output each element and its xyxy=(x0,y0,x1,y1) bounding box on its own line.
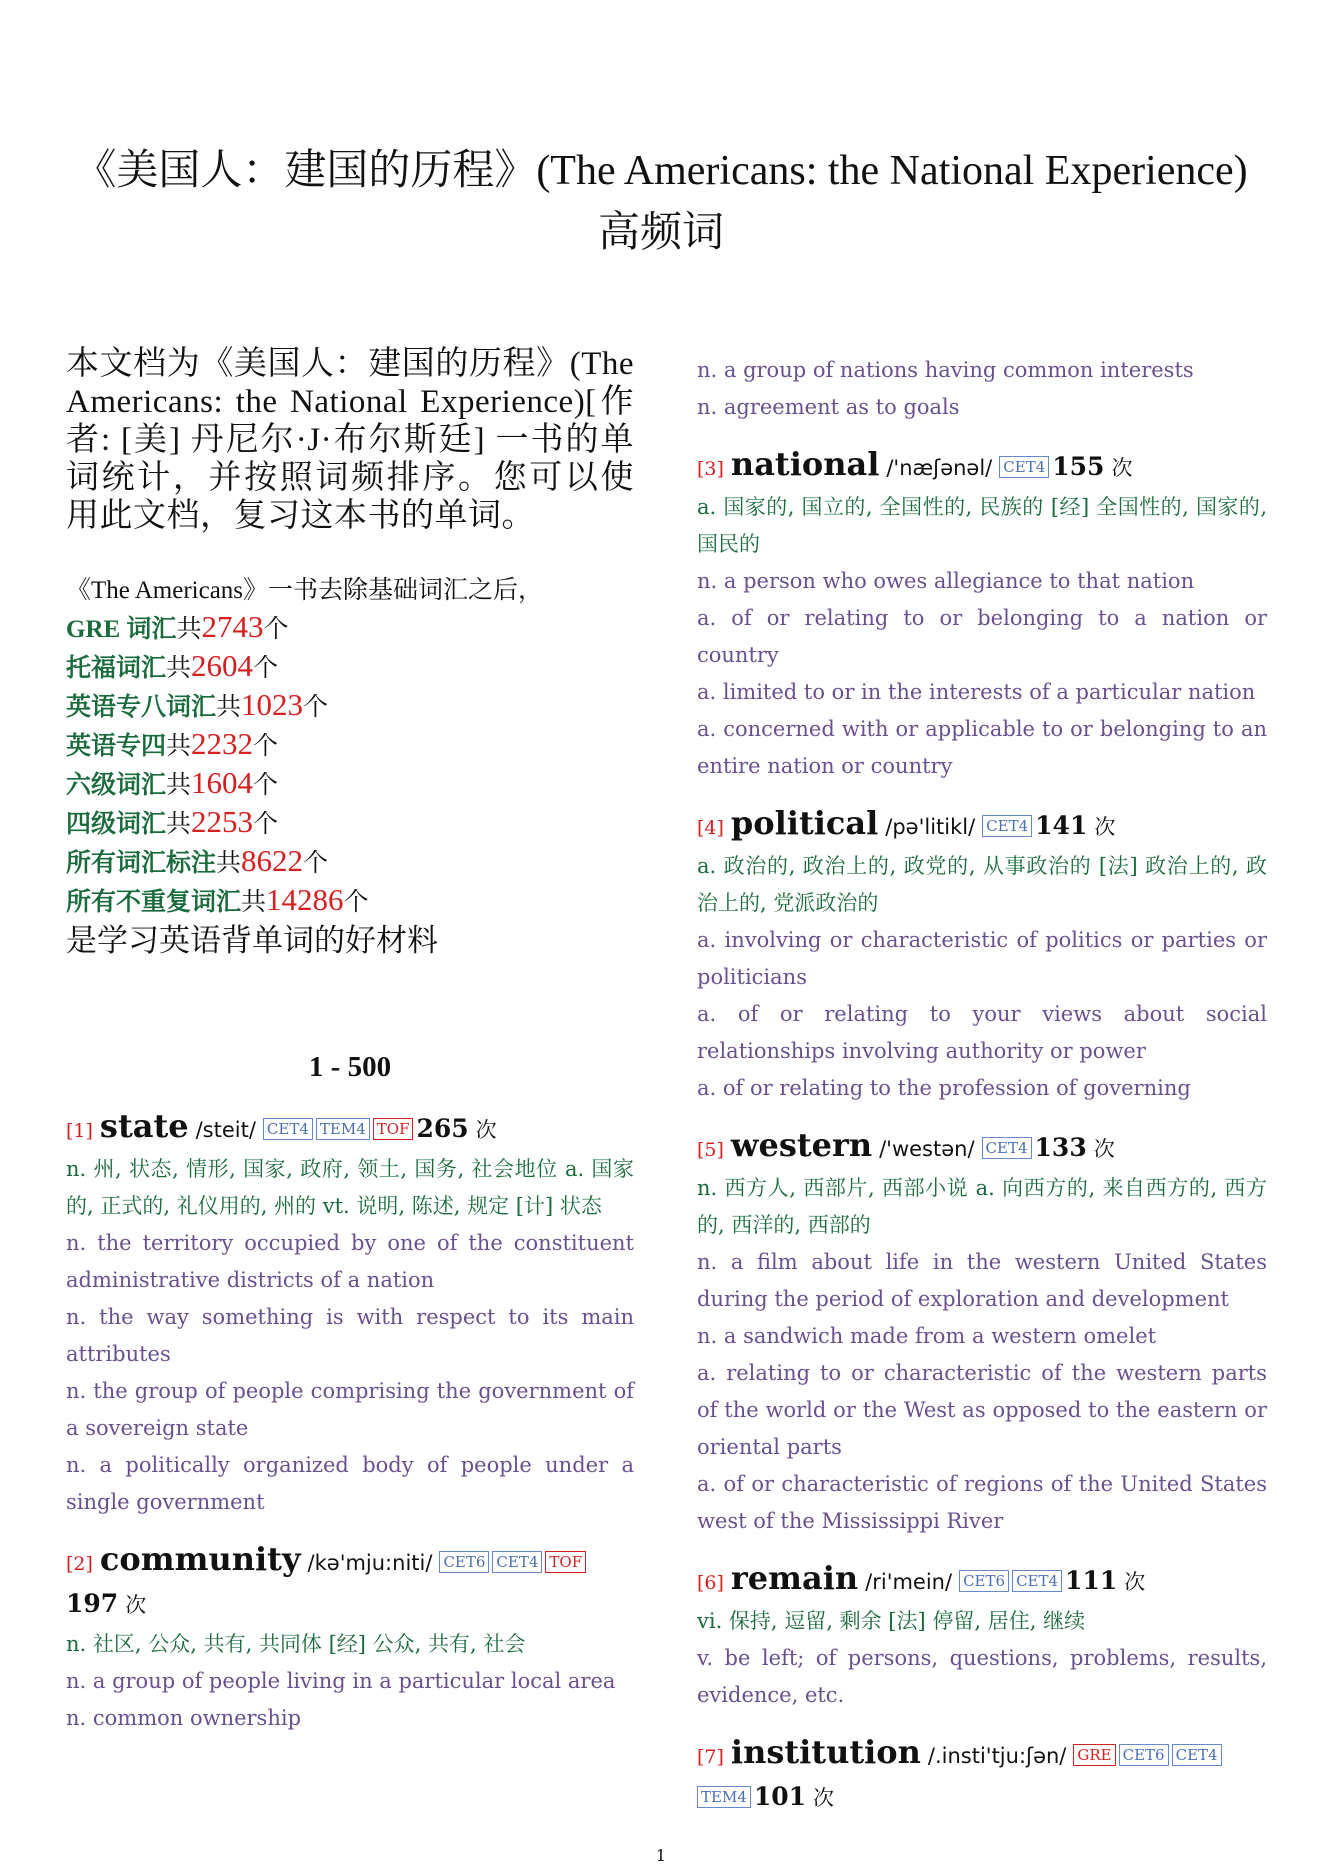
word-entry xyxy=(697,1732,1267,1819)
stat-line xyxy=(66,648,634,687)
entry-phonetic: /'westən/ xyxy=(879,1137,975,1161)
stat-mid: 共 xyxy=(216,694,242,721)
definition-en: n. a group of people living in a particular local area xyxy=(66,1669,616,1693)
stat-line xyxy=(66,882,634,921)
entry-index: [2] xyxy=(66,1553,93,1575)
stat-mid: 共 xyxy=(166,733,192,760)
entry-word: political xyxy=(730,804,879,842)
exam-tag: CET4 xyxy=(1012,1570,1062,1592)
word-entry xyxy=(697,444,1267,785)
intro-paragraph: 本文档为《美国人：建国的历程》(The Americans: the National Experience)[作者: [美] 丹尼尔·J·布尔斯廷] 一书的单词统计，并按照词频排序。您可以使用此文档，复习这本书的单词。 xyxy=(66,346,634,534)
definition-cn: n. 社区, 公众, 共有, 共同体 [经] 公众, 共有, 社会 xyxy=(66,1632,526,1656)
stat-mid: 共 xyxy=(166,772,192,799)
entry-word: western xyxy=(730,1126,873,1164)
stat-line xyxy=(66,804,634,843)
stat-label: 英语专八词汇 xyxy=(66,694,217,721)
entry-times: 次 xyxy=(125,1593,147,1617)
stat-number: 1604 xyxy=(191,765,254,800)
entry-times: 次 xyxy=(1094,815,1116,839)
title-line-1: 《美国人：建国的历程》(The Americans: the National Experience) xyxy=(74,148,1248,194)
stat-number: 2604 xyxy=(191,648,254,683)
stat-number: 2743 xyxy=(201,609,264,644)
definition-cn: a. 政治的, 政治上的, 政党的, 从事政治的 [法] 政治上的, 政治上的, 党派政治的 xyxy=(697,854,1267,915)
exam-tag: CET4 xyxy=(263,1118,313,1140)
definition-en: a. concerned with or applicable to or belonging to an entire nation or country xyxy=(697,717,1267,778)
entry-times: 次 xyxy=(813,1786,835,1810)
right-column xyxy=(697,352,1267,1837)
title-line-2: 高频词 xyxy=(597,210,724,256)
entry-index: [3] xyxy=(697,458,724,480)
definition-en: v. be left; of persons, questions, problems, results, evidence, etc. xyxy=(697,1646,1267,1707)
stat-unit: 个 xyxy=(263,616,289,643)
entry-word: remain xyxy=(730,1559,859,1597)
stats-block xyxy=(66,573,634,961)
stat-mid: 共 xyxy=(166,811,192,838)
word-entry xyxy=(697,1125,1267,1540)
stat-label: 所有不重复词汇 xyxy=(66,889,242,916)
exam-tag: CET4 xyxy=(999,456,1049,478)
definition-en: n. a film about life in the western United States during the period of exploration and development xyxy=(697,1250,1267,1311)
stat-label: GRE 词汇 xyxy=(66,616,177,643)
entry-phonetic: /.insti'tju:ʃən/ xyxy=(927,1744,1067,1768)
stat-line xyxy=(66,726,634,765)
entry-phonetic: /'næʃənəl/ xyxy=(886,456,993,480)
entry-times: 次 xyxy=(475,1118,497,1142)
entry-index: [1] xyxy=(66,1120,93,1142)
exam-tag: TEM4 xyxy=(316,1118,370,1140)
definition-cn: vi. 保持, 逗留, 剩余 [法] 停留, 居住, 继续 xyxy=(697,1609,1086,1633)
exam-tag: CET6 xyxy=(439,1551,489,1573)
entry-count: 265 xyxy=(416,1114,469,1143)
exam-tag: TOF xyxy=(373,1118,414,1140)
definition-en: a. involving or characteristic of politics or parties or politicians xyxy=(697,928,1267,989)
definition-en: a. of or relating to the profession of governing xyxy=(697,1076,1191,1100)
definition-en: n. a person who owes allegiance to that nation xyxy=(697,569,1195,593)
entry-head xyxy=(697,444,1267,489)
entry-phonetic: /ri'mein/ xyxy=(865,1570,953,1594)
definition-en: a. of or characteristic of regions of the United States west of the Mississippi River xyxy=(697,1472,1267,1533)
stat-number: 14286 xyxy=(266,882,344,917)
exam-tag: TOF xyxy=(545,1551,586,1573)
word-entry xyxy=(697,803,1267,1107)
definition-en: n. the territory occupied by one of the constituent administrative districts of a nation xyxy=(66,1231,634,1292)
word-entry xyxy=(697,1558,1267,1714)
exam-tag: CET4 xyxy=(982,815,1032,837)
entry-index: [4] xyxy=(697,817,724,839)
definition-en: a. of or relating to your views about social relationships involving authority or power xyxy=(697,1002,1267,1063)
entry-count: 101 xyxy=(753,1782,807,1811)
definition-en: n. a sandwich made from a western omelet xyxy=(697,1324,1157,1348)
entry-head xyxy=(697,1125,1267,1170)
stat-label: 六级词汇 xyxy=(66,772,167,799)
stat-unit: 个 xyxy=(303,694,329,721)
definition-en: n. the group of people comprising the government of a sovereign state xyxy=(66,1379,634,1440)
entry-times: 次 xyxy=(1111,456,1133,480)
stat-line xyxy=(66,687,634,726)
stat-label: 所有词汇标注 xyxy=(66,850,217,877)
stat-line xyxy=(66,843,634,882)
stat-number: 2253 xyxy=(191,804,254,839)
stat-label: 英语专四 xyxy=(66,733,167,760)
entry-index: [7] xyxy=(697,1746,724,1768)
entry-phonetic: /steit/ xyxy=(195,1118,256,1142)
exam-tag: CET4 xyxy=(1172,1744,1222,1766)
entry-head xyxy=(697,1732,1267,1819)
entry-times: 次 xyxy=(1124,1570,1146,1594)
stat-number: 1023 xyxy=(241,687,304,722)
stat-unit: 个 xyxy=(343,889,369,916)
stat-mid: 共 xyxy=(216,850,242,877)
stat-unit: 个 xyxy=(253,655,279,682)
definition-cn: n. 州, 状态, 情形, 国家, 政府, 领土, 国务, 社会地位 a. 国家的, 正式的, 礼仪用的, 州的 vt. 说明, 陈述, 规定 [计] 状态 xyxy=(66,1157,634,1218)
entry-word: national xyxy=(730,445,880,483)
exam-tag: CET4 xyxy=(982,1137,1032,1159)
definition-en: n. agreement as to goals xyxy=(697,395,960,419)
entry-phonetic: /kə'mju:niti/ xyxy=(307,1551,433,1575)
stat-number: 8622 xyxy=(241,843,304,878)
entry-phonetic: /pə'litikl/ xyxy=(885,815,976,839)
stat-unit: 个 xyxy=(303,850,329,877)
stats-tail: 是学习英语背单词的好材料 xyxy=(66,923,438,958)
entry-word: community xyxy=(99,1540,301,1578)
definition-cn: a. 国家的, 国立的, 全国性的, 民族的 [经] 全国性的, 国家的, 国民的 xyxy=(697,495,1267,556)
entry-count: 197 xyxy=(66,1589,119,1618)
range-heading: 1 - 500 xyxy=(308,1051,392,1083)
entry-head xyxy=(697,803,1267,848)
entry-head xyxy=(66,1539,634,1626)
entry-times: 次 xyxy=(1093,1137,1115,1161)
stats-lead: 《The Americans》一书去除基础词汇之后， xyxy=(66,577,544,604)
definition-en: n. common ownership xyxy=(66,1706,302,1730)
entry-count: 141 xyxy=(1035,811,1088,840)
stat-line xyxy=(66,765,634,804)
entry-head xyxy=(697,1558,1267,1603)
definition-en: a. of or relating to or belonging to a nation or country xyxy=(697,606,1267,667)
entry-count: 155 xyxy=(1052,452,1105,481)
stat-unit: 个 xyxy=(253,772,279,799)
stat-number: 2232 xyxy=(191,726,254,761)
document-title xyxy=(0,140,1322,264)
stats-list xyxy=(66,609,634,921)
stat-line xyxy=(66,609,634,648)
entry-index: [6] xyxy=(697,1572,724,1594)
stat-mid: 共 xyxy=(241,889,267,916)
stat-mid: 共 xyxy=(166,655,192,682)
stat-label: 四级词汇 xyxy=(66,811,167,838)
entry-count: 133 xyxy=(1034,1133,1087,1162)
entry-word: state xyxy=(99,1107,189,1145)
stat-label: 托福词汇 xyxy=(66,655,167,682)
definition-en: n. a group of nations having common interests xyxy=(697,358,1194,382)
definition-en: n. a politically organized body of people under a single government xyxy=(66,1453,634,1514)
entry-count: 111 xyxy=(1065,1566,1118,1595)
word-entry xyxy=(697,352,1267,426)
definition-en: n. the way something is with respect to its main attributes xyxy=(66,1305,634,1366)
exam-tag: TEM4 xyxy=(697,1786,751,1808)
entries-right xyxy=(697,352,1267,1819)
entries-left xyxy=(66,1106,634,1737)
word-entry xyxy=(66,1539,634,1737)
entry-index: [5] xyxy=(697,1139,724,1161)
entry-word: institution xyxy=(730,1733,921,1771)
stat-unit: 个 xyxy=(253,811,279,838)
stat-unit: 个 xyxy=(253,733,279,760)
definition-en: a. relating to or characteristic of the western parts of the world or the West as opposed to the eastern or oriental parts xyxy=(697,1361,1267,1459)
stat-mid: 共 xyxy=(176,616,202,643)
definition-cn: n. 西方人, 西部片, 西部小说 a. 向西方的, 来自西方的, 西方的, 西洋的, 西部的 xyxy=(697,1176,1267,1237)
exam-tag: GRE xyxy=(1073,1744,1115,1766)
entry-head xyxy=(66,1106,634,1151)
definition-en: a. limited to or in the interests of a particular nation xyxy=(697,680,1256,704)
left-column xyxy=(66,345,634,1755)
word-entry xyxy=(66,1106,634,1521)
exam-tag: CET4 xyxy=(492,1551,542,1573)
page-number: 1 xyxy=(655,1846,667,1865)
exam-tag: CET6 xyxy=(959,1570,1009,1592)
exam-tag: CET6 xyxy=(1119,1744,1169,1766)
